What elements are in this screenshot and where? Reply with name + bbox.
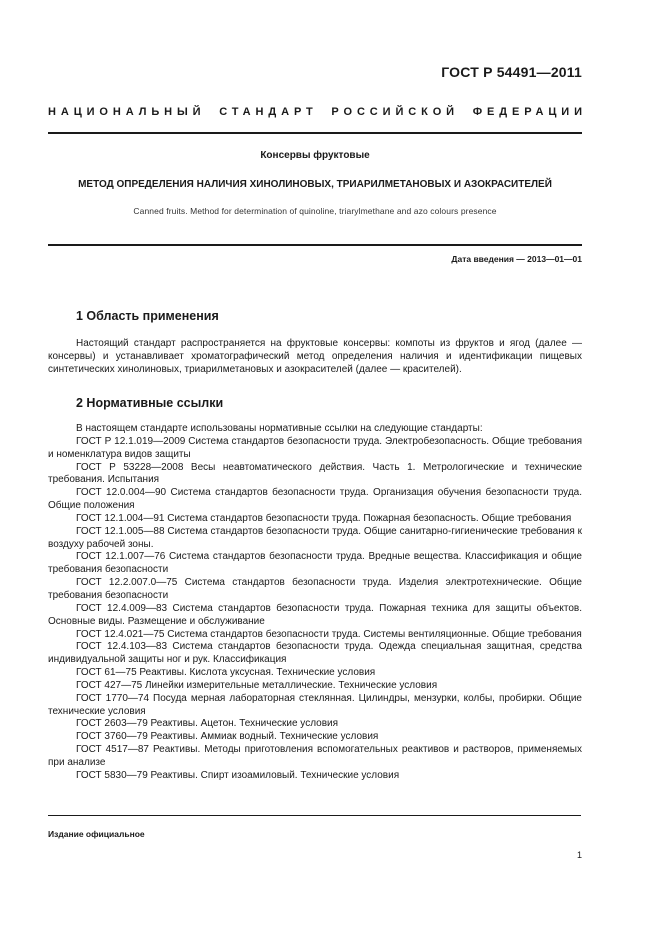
reference-paragraph: ГОСТ 12.1.007—76 Система стандартов безопасности труда. Вредные вещества. Классификация и общие требования безопасности xyxy=(48,551,582,576)
top-divider xyxy=(48,132,582,134)
document-subject: Консервы фруктовые xyxy=(260,150,370,161)
section-2-body xyxy=(48,423,582,783)
reference-paragraph: ГОСТ 12.1.005—88 Система стандартов безопасности труда. Общие санитарно-гигиенические требования к воздуху рабочей зоны. xyxy=(48,525,582,550)
reference-paragraph: ГОСТ 12.4.103—83 Система стандартов безопасности труда. Одежда специальная защитная, средства индивидуальной защиты ног и рук. Классификация xyxy=(48,641,582,666)
national-standard-banner xyxy=(48,106,587,118)
page-number: 1 xyxy=(576,850,582,860)
reference-paragraph: ГОСТ 12.1.004—91 Система стандартов безопасности труда. Пожарная безопасность. Общие требования xyxy=(76,512,572,524)
official-edition-label: Издание официальное xyxy=(48,829,145,839)
footer-divider xyxy=(48,815,581,816)
section-1-body xyxy=(48,338,582,377)
reference-paragraph: ГОСТ 3760—79 Реактивы. Аммиак водный. Технические условия xyxy=(76,731,379,743)
reference-paragraph: ГОСТ 12.2.007.0—75 Система стандартов безопасности труда. Изделия электротехнические. Общие требования безопасности xyxy=(48,577,582,601)
title-divider xyxy=(48,244,582,246)
reference-paragraph: ГОСТ Р 53228—2008 Весы неавтоматического действия. Часть 1. Метрологические и технические требования. Испытания xyxy=(48,461,582,486)
document-title-english: Canned fruits. Method for determination of quinoline, triarylmethane and azo colours presence xyxy=(133,206,497,216)
reference-paragraph: В настоящем стандарте использованы нормативные ссылки на следующие стандарты: xyxy=(76,423,483,434)
national-word-2: СТАНДАРТ xyxy=(219,106,318,118)
national-word-1: НАЦИОНАЛЬНЫЙ xyxy=(48,106,206,118)
document-number: ГОСТ Р 54491—2011 xyxy=(441,64,582,80)
reference-paragraph: ГОСТ 61—75 Реактивы. Кислота уксусная. Технические условия xyxy=(76,667,376,679)
reference-paragraph: ГОСТ Р 12.1.019—2009 Система стандартов безопасности труда. Электробезопасность. Общие требования и номенклатура видов защиты xyxy=(48,435,582,460)
reference-paragraph: ГОСТ 12.0.004—90 Система стандартов безопасности труда. Организация обучения безопасности труда. Общие положения xyxy=(48,487,582,512)
reference-paragraph: ГОСТ 4517—87 Реактивы. Методы приготовления вспомогательных реактивов и растворов, применяемых при анализе xyxy=(48,744,582,768)
national-word-3: РОССИЙСКОЙ xyxy=(331,106,459,118)
section-1-heading: 1 Область применения xyxy=(76,309,219,323)
reference-paragraph: ГОСТ 5830—79 Реактивы. Спирт изоамиловый. Технические условия xyxy=(76,769,400,781)
reference-paragraph: ГОСТ 1770—74 Посуда мерная лабораторная стеклянная. Цилиндры, мензурки, колбы, пробирки. Общие технические условия xyxy=(48,692,582,717)
reference-paragraph: ГОСТ 12.4.009—83 Система стандартов безопасности труда. Пожарная техника для защиты объектов. Основные виды. Размещение и обслуживание xyxy=(48,602,582,627)
reference-paragraph: ГОСТ 2603—79 Реактивы. Ацетон. Технические условия xyxy=(76,718,339,730)
document-title: МЕТОД ОПРЕДЕЛЕНИЯ НАЛИЧИЯ ХИНОЛИНОВЫХ, ТРИАРИЛМЕТАНОВЫХ И АЗОКРАСИТЕЛЕЙ xyxy=(78,179,552,190)
reference-paragraph: ГОСТ 12.4.021—75 Система стандартов безопасности труда. Системы вентиляционные. Общие требования xyxy=(76,628,582,640)
section-2-heading: 2 Нормативные ссылки xyxy=(76,396,224,410)
reference-paragraph: ГОСТ 427—75 Линейки измерительные металлические. Технические условия xyxy=(76,679,438,691)
national-word-4: ФЕДЕРАЦИИ xyxy=(472,106,587,118)
section-1-paragraph: Настоящий стандарт распространяется на фруктовые консервы: компоты из фруктов и ягод (далее — консервы) и устанавливает хроматографический метод определения наличия и идентификации пищевых синтетических хинолиновых, триарилметановых и азокрасителей (далее — красителей). xyxy=(48,338,582,375)
introduction-date: Дата введения — 2013—01—01 xyxy=(451,254,582,264)
